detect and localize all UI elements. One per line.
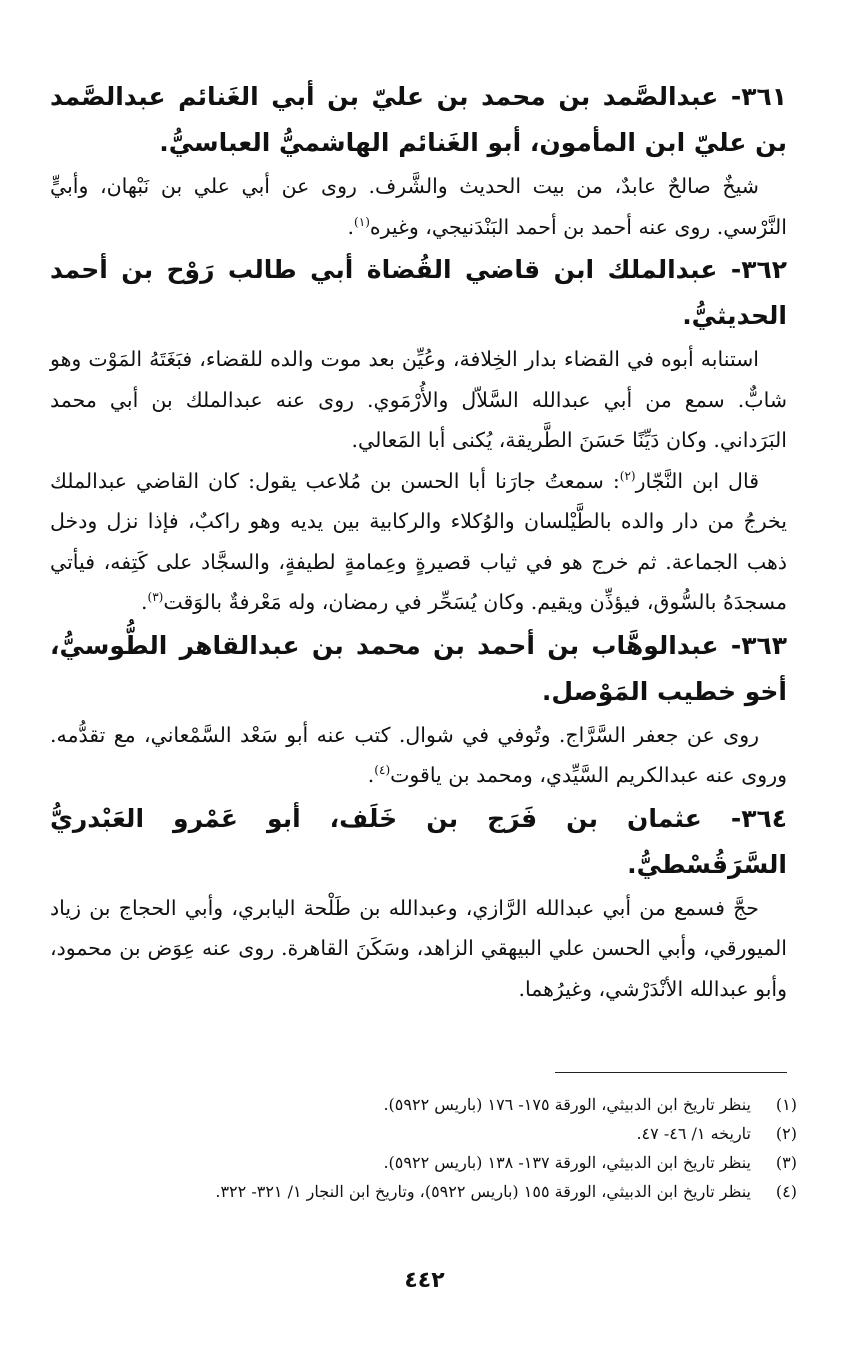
entry-paragraph [50,715,787,796]
paragraph-text-cont: : سمعتُ جارَنا أبا الحسن بن مُلاعب يقول: كان القاضي عبدالملك يخرجُ من دار والده بالطَّيْلسان والوُكلاء والركابية بين يديه وهو راكبٌ، فإذا نزل ودخل ذهب الجماعة. ثم خرج هو في ثياب قصيرةٍ وعِمامةٍ لطيفةٍ، والسجَّاد على كَتِفه، فيأتي مسجدَهُ بالسُّوق، فيؤذِّن ويقيم. وكان يُسَحِّر في رمضان، وله مَعْرفةٌ بالوَقت [50,468,787,614]
entry-361 [50,74,787,247]
footnote-item [50,1090,797,1119]
footnote-text: تاريخه ١/ ٤٦- ٤٧. [636,1124,751,1143]
footnote-number: (٢) [775,1124,797,1143]
footnotes [50,1090,797,1206]
footnote-item [50,1177,797,1206]
paragraph-text: روى عن جعفر السَّرَّاج. وتُوفي في شوال. كتب عنه أبو سَعْد السَّمْعاني، مع تقدُّمه. وروى عنه عبدالكريم السَّيِّدي، ومحمد بن ياقوت [50,722,787,787]
entry-364 [50,796,787,1010]
footnote-number: (٤) [775,1182,797,1201]
entry-362 [50,247,787,623]
entry-paragraph [50,339,787,461]
footnote-marker: (١) [354,214,370,229]
footnote-marker: (٢) [619,468,636,483]
footnote-number: (٣) [775,1153,797,1172]
footnote-item [50,1119,797,1148]
entry-363 [50,623,787,796]
entry-paragraph [50,888,787,1010]
entry-heading: ٣٦١- عبدالصَّمد بن محمد بن عليّ بن أبي الغَنائم عبدالصَّمد بن عليّ ابن المأمون، أبو الغَنائم الهاشميُّ العباسيُّ. [50,82,787,157]
entry-heading: ٣٦٢- عبدالملك ابن قاضي القُضاة أبي طالب رَوْح بن أحمد الحديثيُّ. [50,255,787,330]
entry-heading: ٣٦٣- عبدالوهَّاب بن أحمد بن محمد بن عبدالقاهر الطُّوسيُّ، أخو خطيب المَوْصل. [50,630,787,706]
footnote-item [50,1148,797,1177]
paragraph-end: . [141,590,148,614]
footnote-text: ينظر تاريخ ابن الدبيثي، الورقة ١٧٥- ١٧٦ (باريس ٥٩٢٢). [383,1095,751,1114]
footnote-divider [555,1072,787,1073]
paragraph-end: . [347,214,355,239]
entry-heading: ٣٦٤- عثمان بن فَرَج بن خَلَف، أبو عَمْرو العَبْدريُّ السَّرَقُسْطيُّ. [50,803,787,879]
entry-paragraph [50,461,787,623]
page-number: ٤٤٢ [404,1268,445,1293]
footnote-text: ينظر تاريخ ابن الدبيثي، الورقة ١٥٥ (باريس ٥٩٢٢)، وتاريخ ابن النجار ١/ ٣٢١- ٣٢٢. [215,1182,751,1201]
footnote-number: (١) [775,1095,797,1114]
paragraph-text: شيخٌ صالحٌ عابدٌ، من بيت الحديث والشَّرف. روى عن أبي علي بن نَبْهان، وأبيٍّ النَّرْسي. روى عنه أحمد بن أحمد البَنْدَنيجي، وغيره [50,174,787,239]
paragraph-text: حجَّ فسمع من أبي عبدالله الرَّازي، وعبدالله بن طَلْحة اليابري، وأبي الحجاج بن زياد الميورقي، وأبي الحسن علي البيهقي الزاهد، وسَكَنَ القاهرة. روى عنه عِوَض بن محمود، وأبو عبدالله الأنْدَرْشي، وغيرُهما. [50,895,787,1001]
footnote-text: ينظر تاريخ ابن الدبيثي، الورقة ١٣٧- ١٣٨ (باريس ٥٩٢٢). [383,1153,751,1172]
main-text [50,74,787,1009]
paragraph-end: . [367,763,375,787]
footnote-marker: (٣) [147,590,164,605]
footnote-marker: (٤) [374,763,391,778]
paragraph-text: استنابه أبوه في القضاء بدار الخِلافة، وعُيِّن بعد موت والده للقضاء، فبَغَتَهُ المَوْت وهو شابٌّ. سمع من أبي عبدالله السَّلاّل والأُرْمَوي. روى عنه عبدالملك بن أبي محمد البَرَداني. وكان دَيِّنًا حَسَنَ الطَّريقة، يُكنى أبا المَعالي. [50,347,787,452]
paragraph-text: قال ابن النَّجّار [635,468,759,493]
entry-paragraph [50,166,787,247]
